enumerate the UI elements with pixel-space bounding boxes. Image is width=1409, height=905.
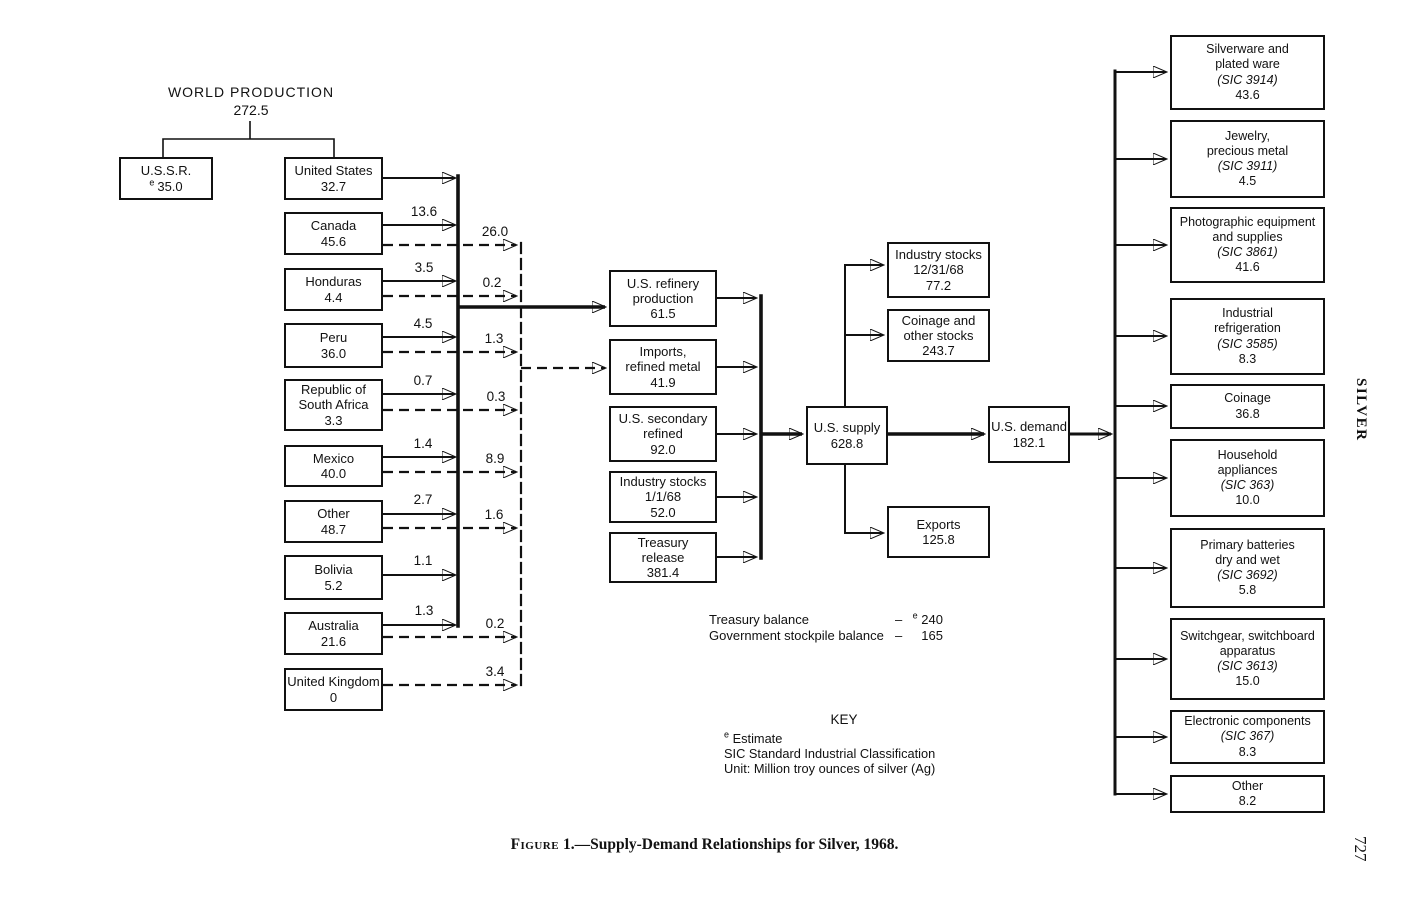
source-box-imports — [609, 339, 717, 395]
sector-value: 4.5 — [1238, 174, 1257, 189]
key-sic-line: SIC Standard Industrial Classification — [724, 745, 936, 761]
producer-box-united-kingdom — [284, 668, 383, 711]
sector-value: 8.3 — [1238, 351, 1257, 366]
balance-label: Treasury balance — [709, 612, 809, 627]
sector-line: Electronic components — [1184, 714, 1311, 729]
supply-label: U.S. supply — [813, 420, 881, 436]
output-value: 77.2 — [925, 277, 952, 293]
flow-label-honduras-solid: 3.5 — [414, 260, 434, 275]
source-line: U.S. secondary — [618, 411, 708, 426]
world-production-label: WORLD PRODUCTION — [167, 84, 335, 100]
producer-box-south-africa — [284, 379, 383, 431]
sector-line: precious metal — [1206, 143, 1289, 158]
source-value: 381.4 — [646, 565, 680, 581]
sector-line: dry and wet — [1215, 552, 1280, 567]
flow-label-south-africa-solid: 0.7 — [413, 373, 433, 388]
producer-box-mexico — [284, 445, 383, 487]
sector-sic: (SIC 3692) — [1217, 568, 1278, 582]
flow-label-australia-solid: 1.3 — [414, 603, 434, 618]
producer-value: 40.0 — [320, 466, 347, 481]
estimate-mark: e — [724, 729, 730, 740]
us-supply-box — [806, 406, 888, 465]
sector-line: Coinage — [1224, 391, 1271, 406]
flow-label-mexico-dashed: 8.9 — [485, 451, 505, 466]
flow-label-other-dashed: 1.6 — [484, 507, 504, 522]
margin-label-silver: SILVER — [1353, 378, 1369, 442]
sector-value: 43.6 — [1235, 87, 1260, 102]
producer-box-honduras — [284, 268, 383, 311]
producer-name: Other — [317, 506, 350, 522]
producer-box-other — [284, 500, 383, 543]
sector-value: 5.8 — [1238, 583, 1257, 598]
figure-caption-text: 1.—Supply-Demand Relationships for Silver, 1968. — [559, 836, 899, 853]
demand-value: 182.1 — [1012, 434, 1046, 450]
sector-box-other — [1170, 775, 1325, 813]
page-number: 727 — [1351, 836, 1370, 862]
sector-box-silverware — [1170, 35, 1325, 110]
sector-box-household-appliances — [1170, 439, 1325, 517]
balance-label: Government stockpile balance — [709, 628, 884, 643]
flow-label-other-solid: 2.7 — [413, 492, 433, 507]
sector-box-primary-batteries — [1170, 528, 1325, 608]
producer-name: Honduras — [305, 274, 362, 290]
sector-value: 36.8 — [1235, 406, 1260, 421]
world-production-header — [158, 84, 344, 118]
balance-dash: – — [895, 628, 903, 643]
key-title: KEY — [830, 712, 858, 727]
sector-value: 10.0 — [1235, 493, 1260, 508]
producer-box-australia — [284, 612, 383, 655]
flow-label-australia-dashed: 0.2 — [485, 616, 505, 631]
source-box-industry-stocks — [609, 471, 717, 523]
producer-value: 4.4 — [324, 289, 343, 305]
key-unit-line: Unit: Million troy ounces of silver (Ag) — [724, 760, 936, 776]
producer-value: 32.7 — [320, 178, 347, 194]
flow-label-bolivia-solid: 1.1 — [413, 553, 433, 568]
sector-box-switchgear — [1170, 618, 1325, 700]
sector-box-refrigeration — [1170, 298, 1325, 375]
source-line: refined — [643, 426, 683, 442]
sector-box-photographic — [1170, 207, 1325, 283]
sector-sic: (SIC 363) — [1220, 478, 1275, 492]
producer-value: 48.7 — [320, 521, 347, 537]
producer-box-peru — [284, 323, 383, 368]
sector-line: Household — [1217, 447, 1278, 462]
source-box-treasury-release — [609, 532, 717, 583]
sector-line: Other — [1231, 778, 1264, 793]
demand-label: U.S. demand — [991, 419, 1067, 435]
balance-summary — [709, 612, 943, 644]
producer-value: 36.0 — [320, 345, 347, 361]
producer-name: U.S.S.R. — [140, 163, 192, 179]
output-value: 125.8 — [922, 532, 955, 547]
source-value: 61.5 — [650, 306, 676, 322]
sector-sic: (SIC 3911) — [1217, 159, 1278, 173]
sector-box-jewelry — [1170, 120, 1325, 198]
producer-name: Canada — [310, 218, 357, 234]
source-value: 41.9 — [650, 374, 676, 390]
producer-value: 0 — [329, 689, 338, 705]
producer-name: Mexico — [312, 450, 355, 466]
demand-branch-arrows — [1070, 71, 1166, 794]
flow-label-canada-dashed: 26.0 — [481, 224, 509, 239]
sector-line: Industrial — [1222, 306, 1273, 320]
figure-caption — [0, 836, 1409, 854]
producer-value: 5.2 — [324, 577, 343, 593]
sector-line: and supplies — [1212, 229, 1283, 244]
balance-row-treasury — [709, 612, 943, 628]
supply-branch-arrows — [845, 265, 883, 533]
sector-value: 8.3 — [1238, 744, 1257, 759]
sector-sic: (SIC 3585) — [1217, 336, 1278, 351]
balance-value: $^e$ 240 — [912, 610, 943, 627]
source-line: production — [632, 290, 694, 306]
flow-label-canada-solid: 13.6 — [410, 204, 438, 219]
sector-line: Photographic equipment — [1179, 214, 1316, 229]
sector-line: appliances — [1217, 462, 1278, 477]
producer-value: $^e$ 35.0 — [149, 177, 183, 194]
flow-label-uk-dashed: 3.4 — [485, 664, 505, 679]
tree-lines — [163, 121, 334, 158]
flow-label-peru-solid: 4.5 — [413, 316, 433, 331]
estimate-mark: e — [149, 177, 155, 188]
producer-box-united-states — [284, 157, 383, 200]
output-value: 243.7 — [922, 343, 955, 359]
source-line: U.S. refinery — [626, 275, 700, 291]
producer-name: United Kingdom — [287, 674, 380, 690]
flow-label-south-africa-dashed: 0.3 — [486, 389, 506, 404]
producer-box-ussr — [119, 157, 213, 200]
sector-sic: (SIC 3914) — [1217, 72, 1278, 87]
source-line: release — [641, 549, 685, 565]
sector-line: plated ware — [1215, 57, 1280, 72]
estimate-mark: e — [912, 610, 918, 621]
sector-line: apparatus — [1219, 643, 1276, 658]
sector-line: Primary batteries — [1200, 537, 1295, 552]
sector-line: Jewelry, — [1225, 128, 1270, 143]
producer-name: United States — [294, 163, 373, 179]
sector-box-electronic-components — [1170, 710, 1325, 764]
output-line: Coinage and — [901, 312, 976, 328]
sector-value: 41.6 — [1235, 260, 1260, 275]
producer-value: 3.3 — [324, 412, 343, 428]
output-box-exports — [887, 506, 990, 558]
output-line: Industry stocks — [895, 247, 982, 262]
producer-name: Australia — [308, 618, 359, 634]
flow-label-honduras-dashed: 0.2 — [482, 275, 502, 290]
balance-value: 165 — [921, 628, 943, 643]
sector-line: Silverware and — [1206, 42, 1289, 56]
output-box-industry-stocks-end — [887, 242, 990, 298]
balance-row-stockpile — [709, 628, 943, 644]
source-value: 92.0 — [650, 441, 676, 457]
source-line: refined metal — [625, 359, 701, 375]
sector-sic: (SIC 3613) — [1217, 659, 1278, 673]
sector-line: refrigeration — [1214, 321, 1281, 336]
flow-label-peru-dashed: 1.3 — [484, 331, 504, 346]
producer-name: Republic of South Africa — [298, 382, 369, 413]
producer-value: 21.6 — [320, 633, 347, 649]
source-value: 52.0 — [650, 504, 676, 520]
sector-sic: (SIC 367) — [1220, 729, 1275, 744]
sector-value: 8.2 — [1238, 794, 1257, 808]
output-box-coinage-stocks — [887, 309, 990, 362]
world-production-value: 272.5 — [233, 102, 269, 118]
key-block — [724, 712, 964, 776]
sector-box-coinage — [1170, 384, 1325, 429]
source-line: Treasury — [637, 534, 689, 550]
sector-sic: (SIC 3861) — [1217, 245, 1278, 259]
producer-box-bolivia — [284, 555, 383, 600]
producer-box-canada — [284, 212, 383, 255]
figure-caption-label: Figure — [510, 836, 560, 853]
sector-value: 15.0 — [1235, 674, 1260, 689]
source-line: 1/1/68 — [644, 489, 682, 505]
producer-name: Peru — [319, 330, 348, 346]
producer-value: 45.6 — [320, 233, 347, 249]
source-box-refinery-production — [609, 270, 717, 327]
source-line: Industry stocks — [619, 474, 707, 489]
us-demand-box — [988, 406, 1070, 463]
key-estimate-line: $^e$ Estimate — [724, 729, 783, 746]
flow-label-mexico-solid: 1.4 — [413, 436, 433, 451]
source-line: Imports, — [639, 344, 687, 359]
output-line: 12/31/68 — [913, 262, 964, 278]
source-box-secondary-refined — [609, 406, 717, 462]
sector-line: Switchgear, switchboard — [1180, 628, 1315, 643]
producer-name: Bolivia — [314, 562, 353, 578]
supply-value: 628.8 — [830, 435, 864, 451]
output-line: Exports — [916, 516, 961, 532]
output-line: other stocks — [903, 327, 974, 343]
balance-dash: – — [895, 612, 903, 627]
supply-collector-arrows — [717, 296, 802, 558]
